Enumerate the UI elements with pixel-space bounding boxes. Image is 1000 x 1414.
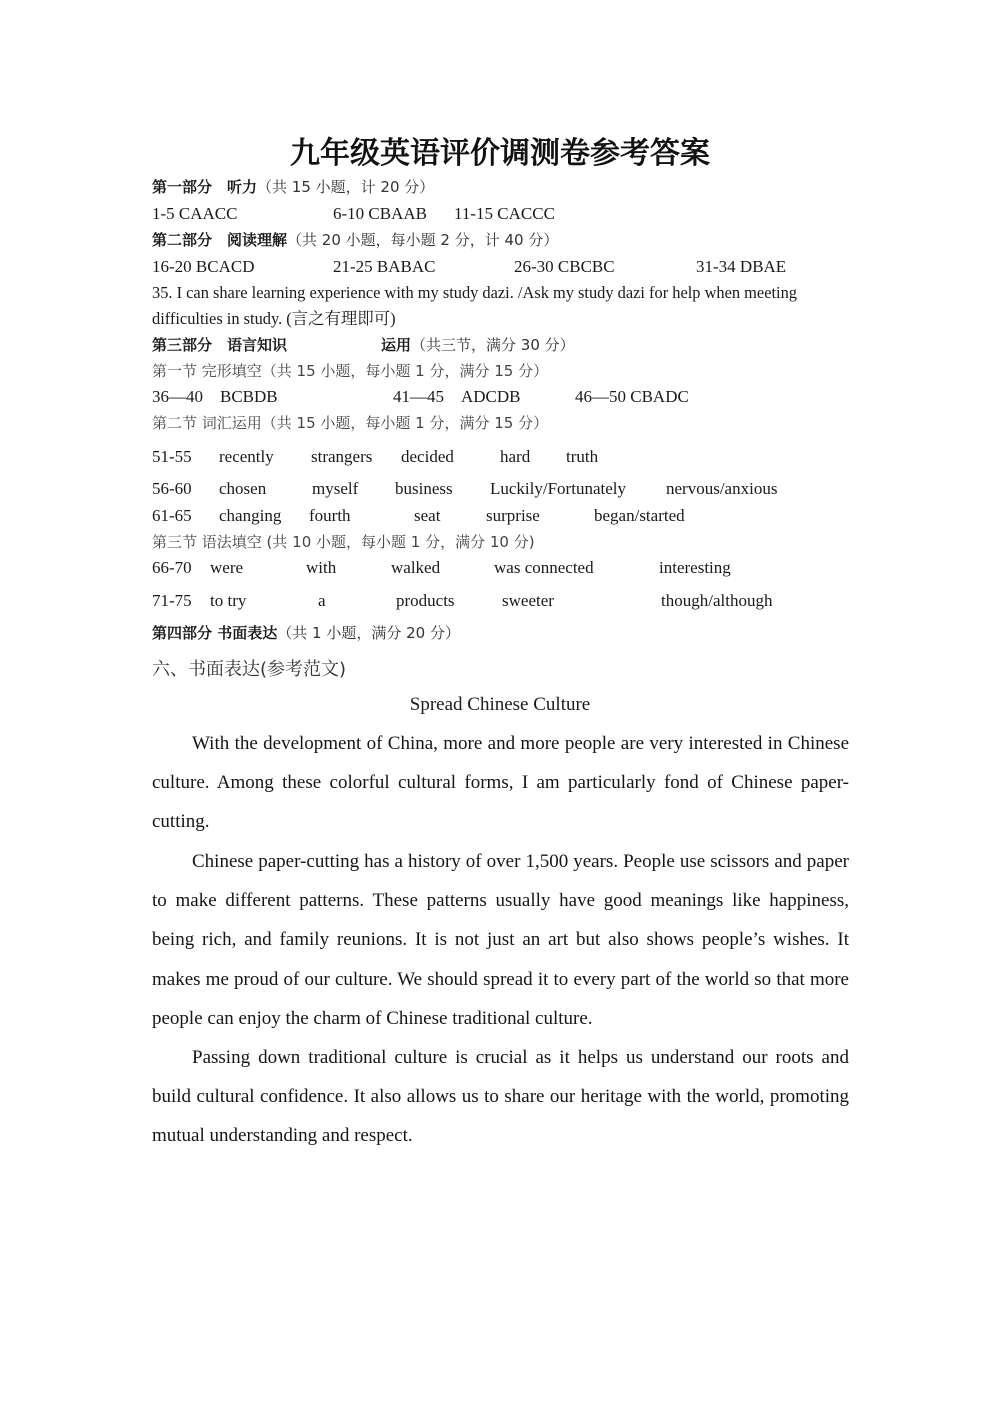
answer-word: Luckily/Fortunately [490,479,626,498]
row-range: 51-55 [152,447,192,466]
answer-word: decided [401,447,454,466]
q35-answer-line1: 35. I can share learning experience with my study dazi. /Ask my study dazi for help when meeting [152,283,797,302]
answer-word: seat [414,506,441,525]
part2-heading: 第二部分 阅读理解 [152,231,288,249]
essay-paragraph-text: Chinese paper-cutting has a history of over 1,500 years. People use scissors and paper to make different patterns. These patterns usually have good meanings like happiness, being rich, and family reunions. It is not just an art but also shows people’s wishes. It makes me proud of our culture. We should spread it to every part of the world so that more people can enjoy the charm of Chinese traditional culture. [152,851,849,1029]
part4-note: （共 1 小题，满分 20 分） [277,624,460,642]
row-range: 71-75 [152,591,192,610]
part4-heading: 第四部分 书面表达 [152,624,278,642]
part3-header-cont [381,335,575,355]
essay-paragraph-text: Passing down traditional culture is crucial as it helps us understand our roots and build cultural confidence. It also allows us to share our heritage with the world, promoting mutual understanding and respect. [152,1047,849,1147]
part3-header [152,335,287,355]
part1-heading: 第一部分 听力 [152,178,258,196]
essay-title: Spread Chinese Culture [409,694,591,715]
row-range: 61-65 [152,506,192,525]
answer-word: nervous/anxious [666,479,778,498]
part3-note: （共三节，满分 30 分） [411,336,575,354]
q35-answer-line2: difficulties in study. (言之有理即可) [152,309,396,328]
answer-word: hard [500,447,531,466]
part3-heading: 第三部分 语言知识 [152,336,288,354]
part4-header [152,623,460,643]
essay-paragraph [152,1038,849,1156]
row-range: 66-70 [152,558,192,577]
part2-header [152,230,558,250]
section1-answer: 41—45 ADCDB [393,387,521,406]
answer-word: myself [312,479,359,498]
section1-answer: 36—40 BCBDB [152,387,278,406]
part1-answer: 6-10 CBAAB [333,204,427,223]
row-range: 56-60 [152,479,192,498]
essay-paragraph [152,842,849,1038]
answer-word: truth [566,447,599,466]
answer-word: strangers [311,447,373,466]
answer-word: fourth [309,506,351,525]
section1-heading: 第一节 完形填空（共 15 小题，每小题 1 分，满分 15 分） [152,362,549,380]
part2-note: （共 20 小题，每小题 2 分，计 40 分） [287,231,559,249]
answer-word: with [306,558,337,577]
answer-word: sweeter [502,591,554,610]
answer-word: chosen [219,479,267,498]
writing-label: 六、书面表达(参考范文) [152,659,347,680]
part2-answer: 26-30 CBCBC [514,257,615,276]
part3-heading-b: 运用 [381,336,412,354]
essay-paragraph-text: With the development of China, more and more people are very interested in Chinese culture. Among these colorful cultural forms, I am particularly fond of Chinese paper-cutting. [152,733,849,833]
answer-word: surprise [486,506,540,525]
answer-word: were [210,558,244,577]
answer-word: changing [219,506,282,525]
part1-answer: 1-5 CAACC [152,204,238,223]
part2-answer: 16-20 BCACD [152,257,255,276]
answer-word: to try [210,591,247,610]
part1-answer: 11-15 CACCC [454,204,555,223]
section3-heading: 第三节 语法填空 (共 10 小题，每小题 1 分，满分 10 分) [152,533,535,551]
page-title: 九年级英语评价调测卷参考答案 [290,136,710,171]
answer-word: began/started [594,506,685,525]
essay-paragraph [152,724,849,842]
section2-heading: 第二节 词汇运用（共 15 小题，每小题 1 分，满分 15 分） [152,414,549,432]
answer-word: was connected [494,558,594,577]
answer-word: recently [219,447,274,466]
part1-note: （共 15 小题，计 20 分） [257,178,435,196]
part1-header [152,177,434,197]
answer-word: though/although [661,591,773,610]
part2-answer: 21-25 BABAC [333,257,436,276]
section1-answer: 46—50 CBADC [575,387,689,406]
answer-word: walked [391,558,441,577]
part2-answer: 31-34 DBAE [696,257,787,276]
answer-word: a [318,591,326,610]
answer-word: business [395,479,453,498]
answer-word: interesting [659,558,731,577]
answer-word: products [396,591,455,610]
